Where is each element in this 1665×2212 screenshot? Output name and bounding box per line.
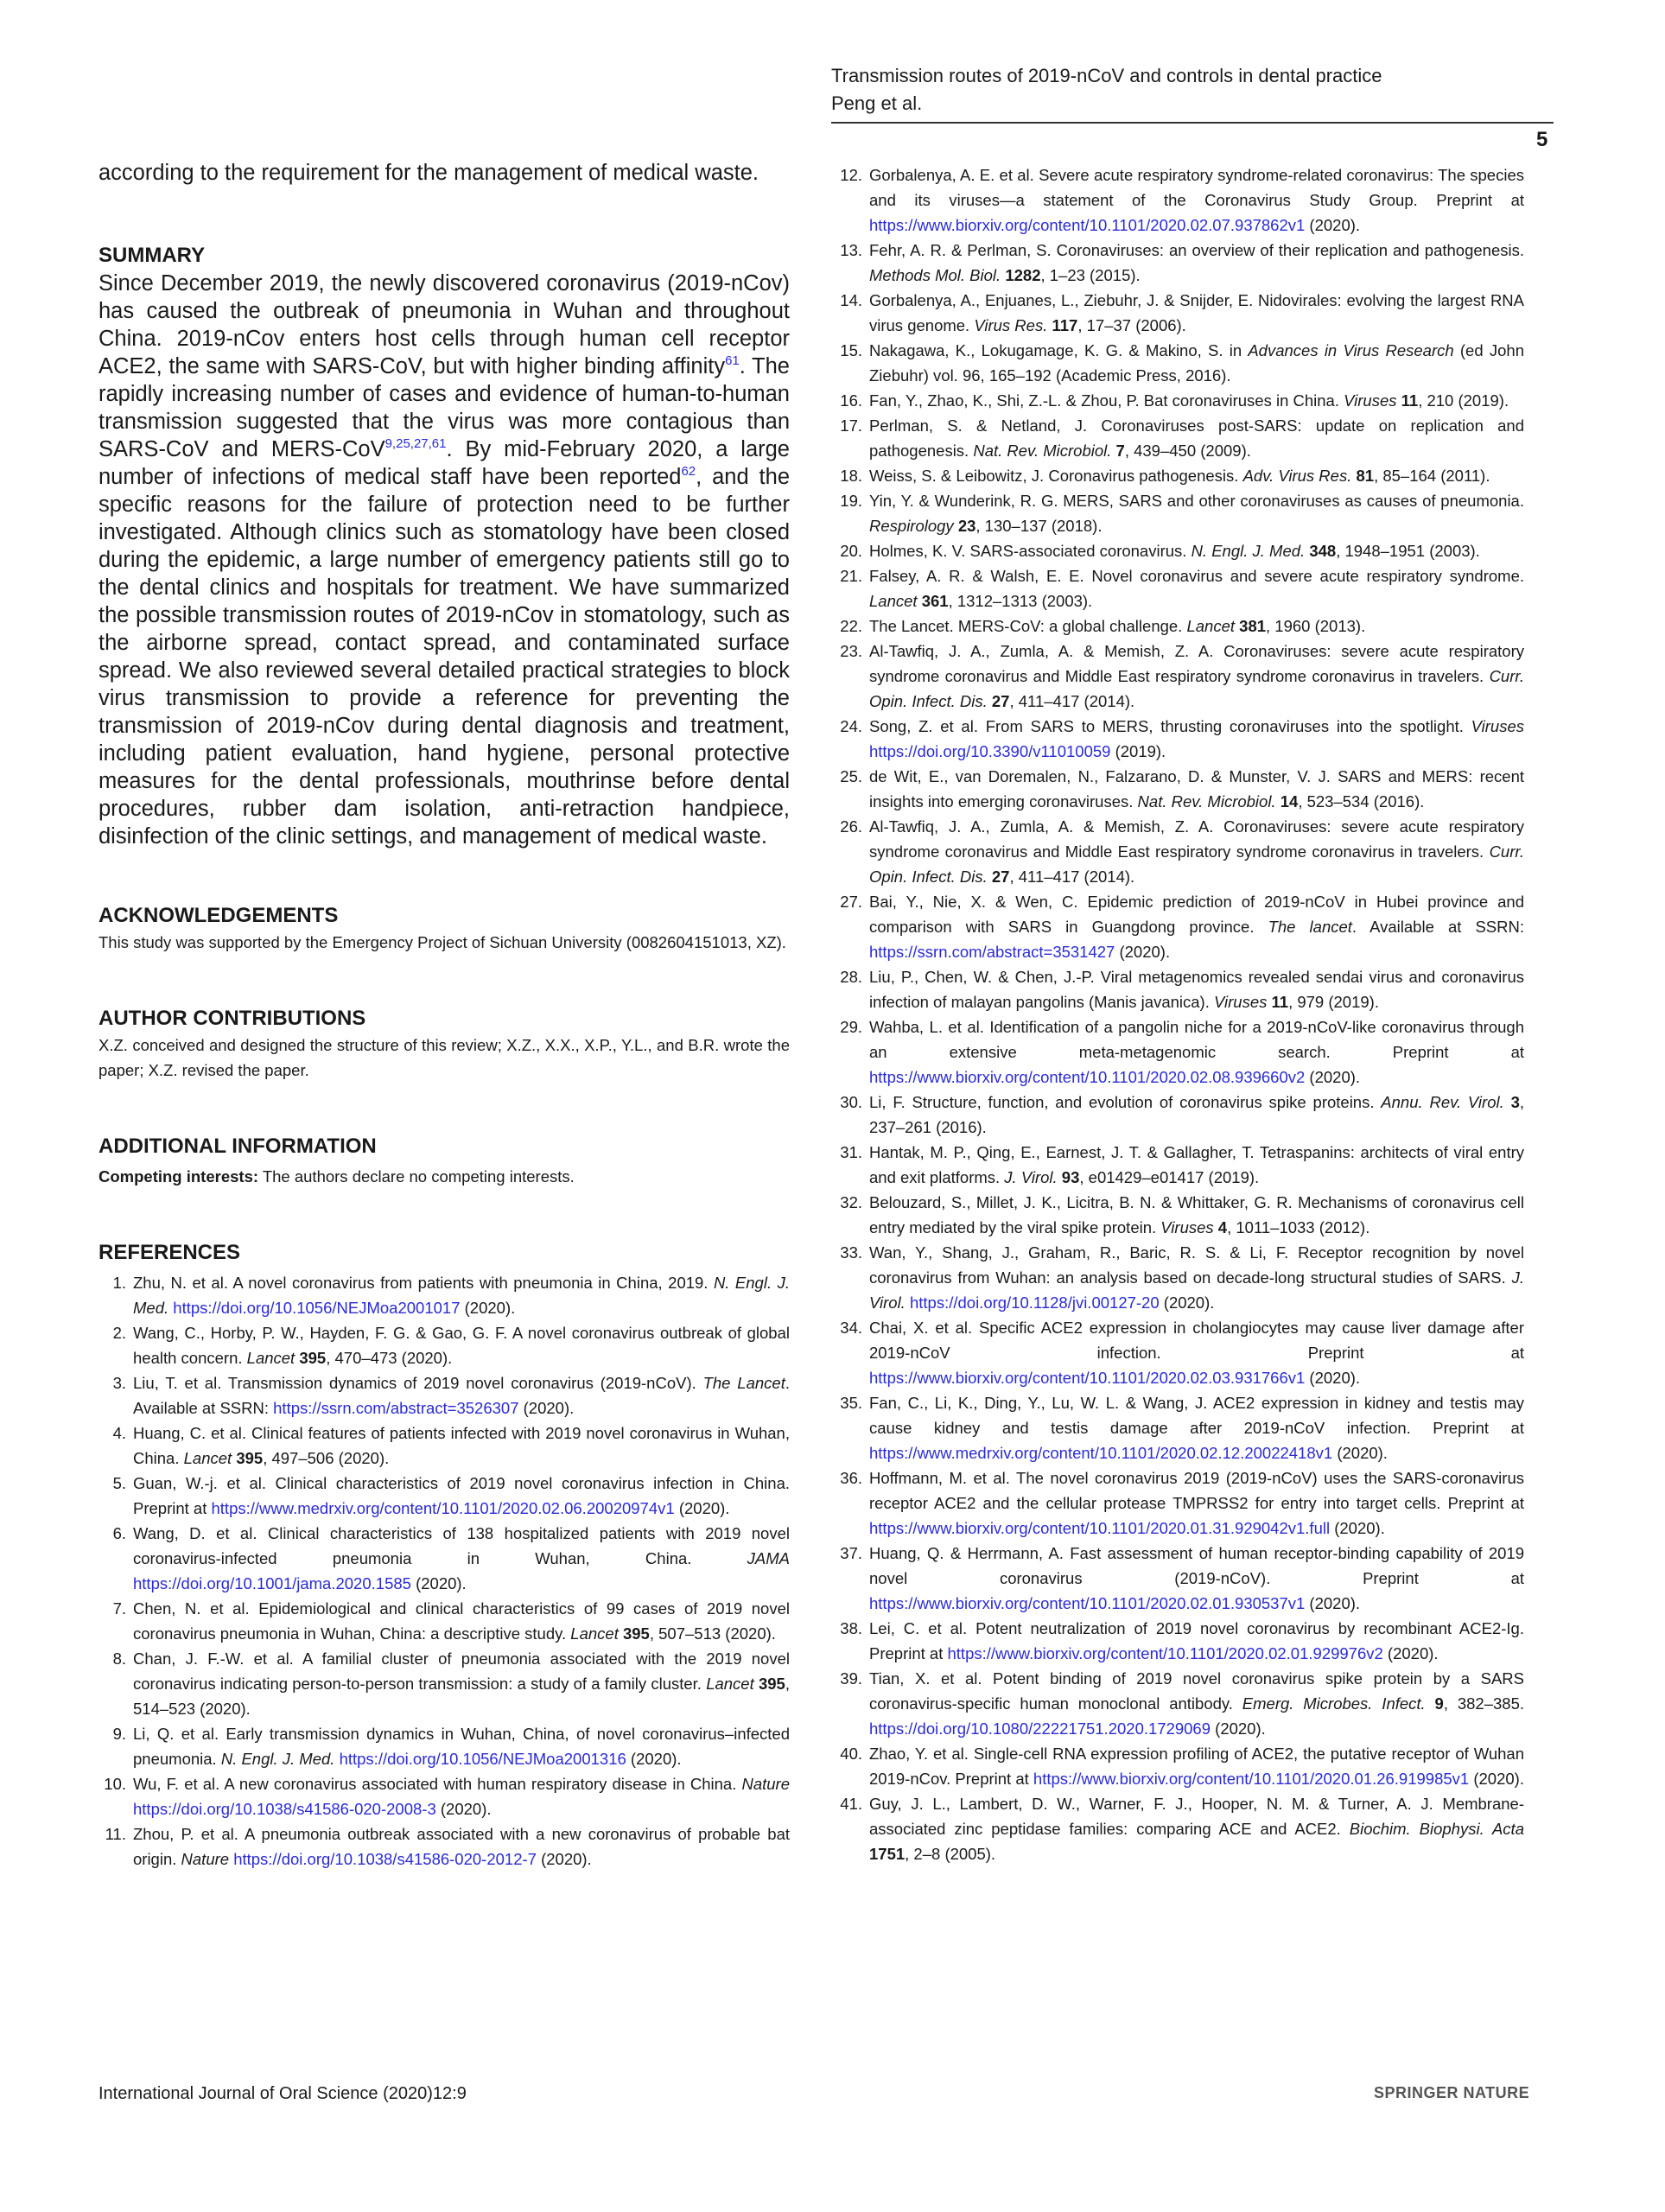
reference-journal: Lancet	[1186, 617, 1236, 635]
reference-pages: , 382–385.	[1443, 1694, 1524, 1713]
reference-authors-title: Yin, Y. & Wunderink, R. G. MERS, SARS and other coronaviruses as causes of pneumonia.	[869, 492, 1524, 510]
reference-item	[99, 1471, 790, 1521]
additional-information-heading: ADDITIONAL INFORMATION	[99, 1135, 377, 1158]
reference-journal: Lancet	[246, 1349, 296, 1367]
reference-item	[99, 1320, 790, 1370]
author-contributions-text: X.Z. conceived and designed the structure of this review; X.Z., X.X., X.P., Y.L., and B.R. wrote the paper; X.Z. revised the paper.	[99, 1036, 790, 1079]
reference-volume: 348	[1309, 542, 1337, 560]
reference-link[interactable]: https://www.biorxiv.org/content/10.1101/2020.01.26.919985v1	[1033, 1770, 1470, 1788]
reference-link[interactable]: https://ssrn.com/abstract=3526307	[273, 1399, 519, 1417]
reference-item	[835, 1315, 1524, 1390]
reference-authors-title: The Lancet. MERS-CoV: a global challenge.	[869, 617, 1187, 635]
reference-item	[835, 1791, 1524, 1866]
reference-number: 15.	[840, 341, 862, 359]
reference-link[interactable]: https://doi.org/10.1056/NEJMoa2001316	[339, 1750, 626, 1768]
reference-number: 32.	[840, 1193, 862, 1211]
reference-volume: 117	[1052, 316, 1078, 334]
author-contributions-section	[99, 1005, 790, 1083]
reference-number: 38.	[840, 1619, 862, 1637]
reference-item	[835, 1014, 1524, 1090]
reference-item	[835, 1190, 1524, 1240]
springer-nature-logo: SPRINGER NATURE	[1374, 2084, 1530, 2101]
reference-authors-title: Liu, T. et al. Transmission dynamics of 2019 novel coronavirus (2019-nCoV).	[133, 1374, 703, 1392]
reference-authors-title: Chen, N. et al. Epidemiological and clinical characteristics of 99 cases of 2019 novel coronavirus pneumonia in Wuhan, China: a descriptive study.	[133, 1599, 790, 1643]
reference-number: 10.	[104, 1775, 126, 1793]
reference-year: (2020).	[674, 1499, 730, 1517]
reference-authors-title: Wang, D. et al. Clinical characteristics of 138 hospitalized patients with 2019 novel coronavirus-infected pneumonia in Wuhan, China.	[133, 1524, 790, 1567]
reference-link[interactable]: https://www.biorxiv.org/content/10.1101/2020.02.07.937862v1	[869, 216, 1306, 234]
reference-authors-title: Huang, Q. & Herrmann, A. Fast assessment of human receptor-binding capability of 2019 novel coronavirus (2019-nCoV). Preprint at	[869, 1544, 1524, 1587]
reference-journal: The Lancet	[702, 1374, 785, 1392]
reference-number: 35.	[840, 1394, 862, 1412]
reference-item	[99, 1771, 790, 1821]
reference-volume: 27	[991, 868, 1010, 886]
reference-journal: Lancet	[183, 1449, 232, 1467]
reference-volume: 9	[1434, 1694, 1444, 1713]
reference-number: 33.	[840, 1243, 862, 1262]
reference-link[interactable]: https://www.medrxiv.org/content/10.1101/2020.02.12.20022418v1	[869, 1444, 1333, 1462]
reference-journal: Nature	[181, 1850, 230, 1868]
reference-list-right	[835, 162, 1524, 1866]
reference-number: 40.	[840, 1745, 862, 1763]
reference-text: . Available at SSRN:	[1351, 918, 1525, 936]
reference-number: 24.	[840, 717, 862, 735]
reference-item	[835, 1090, 1524, 1140]
reference-journal: Adv. Virus Res.	[1242, 467, 1352, 485]
summary-text: Since December 2019, the newly discovered coronavirus (2019-nCov) has caused the outbreak of pneumonia in Wuhan and throughout China. 2019-nCov enters host cells through human cell receptor ACE2, the same with SARS-CoV, but with higher binding affinity	[99, 271, 790, 378]
reference-journal: JAMA	[747, 1549, 790, 1567]
reference-authors-title: Wan, Y., Shang, J., Graham, R., Baric, R. S. & Li, F. Receptor recognition by novel coronavirus from Wuhan: an analysis based on decade-long structural studies of SARS.	[869, 1243, 1524, 1287]
reference-authors-title: Wahba, L. et al. Identification of a pangolin niche for a 2019-nCoV-like coronavirus through an extensive meta-metagenomic search. Preprint at	[869, 1018, 1524, 1061]
summary-paragraph	[99, 270, 790, 850]
reference-text: (ed John Ziebuhr) vol. 96, 165–192 (Academic Press, 2016).	[869, 341, 1524, 385]
reference-item	[835, 714, 1524, 764]
reference-year: (2020).	[518, 1399, 575, 1417]
reference-number: 20.	[840, 542, 862, 560]
reference-pages: , 1312–1313 (2003).	[948, 592, 1093, 610]
competing-interests-label: Competing interests:	[99, 1167, 259, 1185]
reference-pages: , 1948–1951 (2003).	[1336, 542, 1480, 560]
reference-item	[835, 1390, 1524, 1465]
reference-link[interactable]: https://www.biorxiv.org/content/10.1101/2020.02.01.930537v1	[869, 1594, 1306, 1612]
reference-authors-title: Liu, P., Chen, W. & Chen, J.-P. Viral metagenomics revealed sendai virus and coronavirus infection of malayan pangolins (Manis javanica).	[869, 968, 1524, 1011]
references-section	[99, 1239, 790, 1872]
reference-number: 1.	[112, 1274, 126, 1292]
reference-journal: Emerg. Microbes. Infect.	[1242, 1694, 1426, 1713]
continued-paragraph: according to the requirement for the management of medical waste.	[99, 161, 759, 185]
reference-number: 27.	[840, 893, 862, 911]
reference-number: 37.	[840, 1544, 862, 1562]
reference-journal: Viruses	[1160, 1218, 1214, 1236]
reference-volume: 1751	[869, 1845, 906, 1863]
reference-number: 8.	[112, 1649, 126, 1668]
reference-journal: N. Engl. J. Med.	[133, 1274, 790, 1317]
reference-authors-title: Al-Tawfiq, J. A., Zumla, A. & Memish, Z. A. Coronaviruses: severe acute respiratory syndrome coronavirus and Middle East respiratory syndrome coronavirus in travelers.	[869, 817, 1524, 861]
reference-volume: 27	[991, 692, 1010, 710]
reference-year: (2020).	[435, 1800, 492, 1818]
reference-journal: Methods Mol. Biol.	[869, 266, 1001, 284]
reference-pages: , 497–506 (2020).	[263, 1449, 390, 1467]
reference-item	[835, 889, 1524, 964]
reference-authors-title: de Wit, E., van Doremalen, N., Falzarano, D. & Munster, V. J. SARS and MERS: recent insights into emerging coronaviruses.	[869, 767, 1524, 810]
reference-year: (2020).	[1115, 943, 1171, 961]
right-column	[835, 162, 1524, 1866]
reference-authors-title: Wang, C., Horby, P. W., Hayden, F. G. & Gao, G. F. A novel coronavirus outbreak of global health concern.	[133, 1324, 790, 1367]
reference-journal: Viruses	[1471, 717, 1524, 735]
reference-authors-title: Hantak, M. P., Qing, E., Earnest, J. T. & Gallagher, T. Tetraspanins: architects of viral entry and exit platforms.	[869, 1143, 1524, 1186]
reference-item	[835, 1541, 1524, 1616]
reference-authors-title: Lei, C. et al. Potent neutralization of 2019 novel coronavirus by recombinant ACE2-Ig. Preprint at	[869, 1619, 1524, 1662]
reference-authors-title: Chan, J. F.-W. et al. A familial cluster of pneumonia associated with the 2019 novel coronavirus indicating person-to-person transmission: a study of a family cluster.	[133, 1649, 790, 1693]
reference-pages: , 17–37 (2006).	[1077, 316, 1186, 334]
reference-number: 31.	[840, 1143, 862, 1161]
reference-number: 22.	[840, 617, 862, 635]
reference-number: 39.	[840, 1669, 862, 1688]
reference-text: . Available at SSRN:	[133, 1374, 790, 1417]
reference-item	[99, 1270, 790, 1320]
reference-item	[835, 488, 1524, 538]
reference-link[interactable]: https://doi.org/10.1038/s41586-020-2012-7	[233, 1850, 537, 1868]
reference-year: (2020).	[460, 1299, 516, 1317]
reference-year: (2020).	[1305, 1369, 1361, 1387]
reference-journal: Curr. Opin. Infect. Dis.	[869, 842, 1524, 886]
reference-volume: 395	[299, 1349, 327, 1367]
reference-item	[99, 1721, 790, 1771]
reference-authors-title: Perlman, S. & Netland, J. Coronaviruses post-SARS: update on replication and pathogenesis.	[869, 416, 1524, 460]
reference-volume: 381	[1239, 617, 1267, 635]
reference-pages: , 237–261 (2016).	[869, 1093, 1524, 1136]
reference-pages: , 411–417 (2014).	[1009, 692, 1135, 710]
reference-journal: J. Virol.	[869, 1268, 1524, 1312]
reference-volume: 361	[921, 592, 949, 610]
reference-number: 4.	[112, 1424, 126, 1442]
reference-number: 17.	[840, 416, 862, 435]
summary-text: , and the specific reasons for the failure of protection need to be further investigated. Although clinics such as stomatology have been closed during the epidemic, a large number of emergency patients still go to the dental clinics and hospitals for treatment. We have summarized the possible transmission routes of 2019-nCov in stomatology, such as the airborne spread, contact spread, and contaminated surface spread. We also reviewed several detailed practical strategies to block virus transmission to provide a reference for preventing the transmission of 2019-nCov during dental diagnosis and treatment, including patient evaluation, hand hygiene, personal protective measures for the dental professionals, mouthrinse before dental procedures, rubber dam isolation, anti-retraction handpiece, disinfection of the clinic settings, and management of medical waste.	[99, 465, 791, 849]
reference-journal: J. Virol.	[1004, 1168, 1058, 1186]
reference-volume: 395	[758, 1675, 785, 1693]
reference-number: 29.	[840, 1018, 862, 1036]
acknowledgements-text: This study was supported by the Emergency Project of Sichuan University (0082604151013, XZ).	[99, 933, 786, 951]
running-authors: Peng et al.	[831, 92, 923, 114]
reference-item	[835, 1666, 1524, 1741]
reference-link[interactable]: https://www.medrxiv.org/content/10.1101/2020.02.06.20020974v1	[211, 1499, 675, 1517]
reference-year: (2020).	[1332, 1444, 1388, 1462]
summary-text: . By mid-February 2020, a large number of infections of medical staff have been reported	[99, 437, 790, 489]
reference-journal: Nature	[741, 1775, 790, 1793]
reference-number: 11.	[105, 1825, 126, 1843]
reference-pages: , 514–523 (2020).	[133, 1675, 790, 1718]
reference-volume: 93	[1061, 1168, 1080, 1186]
reference-number: 3.	[112, 1374, 126, 1392]
references-heading: REFERENCES	[99, 1241, 241, 1264]
reference-item	[835, 1465, 1524, 1541]
reference-number: 28.	[840, 968, 862, 986]
reference-year: (2020).	[1305, 1068, 1361, 1086]
reference-journal: Lancet	[570, 1624, 619, 1643]
reference-item	[835, 764, 1524, 814]
reference-year: (2020).	[1211, 1719, 1266, 1738]
reference-authors-title: Wu, F. et al. A new coronavirus associated with human respiratory disease in China.	[133, 1775, 742, 1793]
reference-number: 23.	[840, 642, 862, 660]
reference-journal: Lancet	[706, 1675, 754, 1693]
reference-year: (2020).	[1330, 1519, 1385, 1537]
reference-number: 6.	[112, 1524, 126, 1542]
summary-text: . The rapidly increasing number of cases and evidence of human-to-human transmission suggested that the virus was more contagious than SARS-CoV and MERS-CoV	[99, 354, 790, 461]
reference-year: (2020).	[1305, 1594, 1361, 1612]
reference-link[interactable]: https://doi.org/10.1128/jvi.00127-20	[909, 1294, 1160, 1312]
reference-journal: Biochim. Biophysi. Acta	[1349, 1820, 1524, 1838]
reference-item	[835, 613, 1524, 639]
reference-number: 16.	[840, 391, 862, 410]
reference-number: 25.	[840, 767, 862, 785]
reference-journal: Curr. Opin. Infect. Dis.	[869, 667, 1524, 710]
reference-year: (2020).	[1305, 216, 1361, 234]
reference-number: 5.	[112, 1474, 126, 1492]
reference-authors-title: Gorbalenya, A., Enjuanes, L., Ziebuhr, J. & Snijder, E. Nidovirales: evolving the largest RNA virus genome.	[869, 291, 1524, 334]
reference-journal: N. Engl. J. Med.	[1191, 542, 1306, 560]
reference-link[interactable]: https://www.biorxiv.org/content/10.1101/2020.02.01.929976v2	[947, 1644, 1383, 1662]
author-contributions-heading: AUTHOR CONTRIBUTIONS	[99, 1007, 366, 1030]
reference-pages: , 2–8 (2005).	[905, 1845, 996, 1863]
reference-year: (2020).	[1382, 1644, 1439, 1662]
reference-link[interactable]: https://doi.org/10.1080/22221751.2020.1729069	[869, 1719, 1211, 1738]
acknowledgements-section	[99, 902, 790, 955]
reference-link[interactable]: https://www.biorxiv.org/content/10.1101/2020.02.03.931766v1	[869, 1369, 1306, 1387]
reference-item	[835, 538, 1524, 563]
reference-volume: 81	[1356, 467, 1375, 485]
reference-journal: The lancet	[1268, 918, 1352, 936]
reference-number: 36.	[840, 1469, 862, 1487]
left-column	[99, 159, 790, 1872]
reference-number: 7.	[112, 1599, 126, 1618]
reference-item	[835, 288, 1524, 338]
reference-item	[835, 1741, 1524, 1791]
reference-journal: N. Engl. J. Med.	[220, 1750, 335, 1768]
reference-authors-title: Zhao, Y. et al. Single-cell RNA expression profiling of ACE2, the putative receptor of Wuhan 2019-nCov. Preprint at	[869, 1745, 1524, 1788]
reference-volume: 23	[957, 517, 976, 535]
reference-number: 18.	[840, 467, 862, 485]
reference-number: 26.	[840, 817, 862, 836]
reference-item	[99, 1370, 790, 1421]
reference-year: (2020).	[1159, 1294, 1215, 1312]
reference-number: 34.	[840, 1319, 862, 1337]
reference-number: 41.	[840, 1795, 862, 1813]
reference-authors-title: Gorbalenya, A. E. et al. Severe acute respiratory syndrome-related coronavirus: The species and its viruses—a statement of the Coronavirus Study Group. Preprint at	[869, 166, 1524, 209]
reference-item	[99, 1521, 790, 1596]
reference-journal: Nat. Rev. Microbiol.	[1137, 792, 1276, 810]
reference-item	[835, 1240, 1524, 1315]
reference-item	[835, 388, 1524, 413]
competing-interests	[99, 1164, 790, 1189]
reference-journal: Lancet	[869, 592, 918, 610]
reference-pages: , 1011–1033 (2012).	[1227, 1218, 1370, 1236]
reference-volume: 395	[622, 1624, 650, 1643]
reference-journal: Nat. Rev. Microbiol.	[973, 442, 1112, 460]
reference-pages: , 439–450 (2009).	[1124, 442, 1251, 460]
reference-number: 14.	[840, 291, 862, 309]
reference-volume: 11	[1271, 993, 1289, 1011]
reference-number: 21.	[840, 567, 862, 585]
reference-authors-title: Huang, C. et al. Clinical features of patients infected with 2019 novel coronavirus in Wuhan, China.	[133, 1424, 790, 1467]
reference-text	[1426, 1694, 1435, 1713]
reference-authors-title: Holmes, K. V. SARS-associated coronavirus.	[869, 542, 1192, 560]
reference-link[interactable]: https://doi.org/10.1038/s41586-020-2008-3	[133, 1800, 436, 1818]
reference-link[interactable]: https://www.biorxiv.org/content/10.1101/2020.01.31.929042v1.full	[869, 1519, 1331, 1537]
reference-journal: Annu. Rev. Virol.	[1381, 1093, 1504, 1111]
reference-volume: 3	[1510, 1093, 1520, 1111]
acknowledgements-heading: ACKNOWLEDGEMENTS	[99, 904, 339, 927]
reference-item	[835, 463, 1524, 488]
reference-item	[99, 1421, 790, 1471]
reference-pages: , 1–23 (2015).	[1040, 266, 1141, 284]
reference-year: (2019).	[1110, 742, 1166, 760]
reference-authors-title: Hoffmann, M. et al. The novel coronavirus 2019 (2019-nCoV) uses the SARS-coronavirus receptor ACE2 and the cellular protease TMPRSS2 for entry into target cells. Preprint at	[869, 1469, 1524, 1512]
reference-volume: 11	[1401, 391, 1419, 410]
reference-authors-title: Weiss, S. & Leibowitz, J. Coronavirus pathogenesis.	[869, 467, 1243, 485]
reference-number: 13.	[840, 241, 862, 259]
reference-authors-title: Belouzard, S., Millet, J. K., Licitra, B. N. & Whittaker, G. R. Mechanisms of coronavirus cell entry mediated by the viral spike protein.	[869, 1193, 1524, 1236]
reference-authors-title: Fan, C., Li, K., Ding, Y., Lu, W. L. & Wang, J. ACE2 expression in kidney and testis may cause kidney and testis damage after 2019-nCoV infection. Preprint at	[869, 1394, 1524, 1437]
reference-authors-title: Bai, Y., Nie, X. & Wen, C. Epidemic prediction of 2019-nCoV in Hubei province and comparison with SARS in Guangdong province.	[869, 893, 1524, 936]
reference-item	[835, 639, 1524, 714]
reference-item	[835, 964, 1524, 1014]
reference-pages: , 1960 (2013).	[1266, 617, 1366, 635]
additional-information-section	[99, 1133, 790, 1189]
reference-item	[99, 1596, 790, 1646]
reference-authors-title: Zhu, N. et al. A novel coronavirus from patients with pneumonia in China, 2019.	[133, 1274, 714, 1292]
reference-authors-title: Li, F. Structure, function, and evolution of coronavirus spike proteins.	[869, 1093, 1382, 1111]
reference-number: 9.	[112, 1725, 126, 1743]
reference-item	[835, 162, 1524, 238]
citation-link[interactable]: 9,25,27,61	[384, 436, 447, 451]
reference-link[interactable]: https://www.biorxiv.org/content/10.1101/2020.02.08.939660v2	[869, 1068, 1306, 1086]
summary-heading: SUMMARY	[99, 244, 206, 267]
reference-number: 2.	[112, 1324, 126, 1342]
citation-link[interactable]: 61	[725, 353, 740, 368]
reference-authors-title: Falsey, A. R. & Walsh, E. E. Novel coronavirus and severe acute respiratory syndrome.	[869, 567, 1524, 585]
reference-authors-title: Al-Tawfiq, J. A., Zumla, A. & Memish, Z. A. Coronaviruses: severe acute respiratory syndrome coronavirus and Middle East respiratory syndrome coronavirus in travelers.	[869, 642, 1524, 685]
reference-item	[835, 413, 1524, 463]
reference-link[interactable]: https://ssrn.com/abstract=3531427	[869, 943, 1115, 961]
reference-number: 12.	[840, 166, 862, 184]
reference-journal: Advances in Virus Research	[1248, 341, 1454, 359]
running-title: Transmission routes of 2019-nCoV and controls in dental practice	[831, 65, 1382, 86]
reference-volume: 7	[1115, 442, 1125, 460]
reference-year: (2020).	[626, 1750, 682, 1768]
reference-pages: , 411–417 (2014).	[1009, 868, 1135, 886]
reference-pages: , 470–473 (2020).	[326, 1349, 453, 1367]
reference-item	[835, 1140, 1524, 1190]
reference-pages: , 507–513 (2020).	[649, 1624, 776, 1643]
competing-interests-text: The authors declare no competing interests.	[258, 1167, 575, 1185]
reference-link[interactable]: https://doi.org/10.1056/NEJMoa2001017	[173, 1299, 461, 1317]
reference-year: (2020).	[1469, 1770, 1524, 1788]
reference-volume: 1282	[1005, 266, 1041, 284]
reference-pages: , 130–137 (2018).	[975, 517, 1103, 535]
reference-item	[99, 1646, 790, 1721]
reference-item	[835, 563, 1524, 613]
reference-authors-title: Nakagawa, K., Lokugamage, K. G. & Makino, S. in	[869, 341, 1249, 359]
reference-link[interactable]: https://doi.org/10.1001/jama.2020.1585	[133, 1574, 411, 1592]
page-number: 5	[1536, 128, 1548, 151]
reference-year: (2020).	[536, 1850, 592, 1868]
reference-authors-title: Song, Z. et al. From SARS to MERS, thrusting coronaviruses into the spotlight.	[869, 717, 1471, 735]
reference-authors-title: Guy, J. L., Lambert, D. W., Warner, F. J., Hooper, N. M. & Turner, A. J. Membrane-associated zinc peptidase families: comparing ACE and ACE2.	[869, 1795, 1524, 1838]
citation-link[interactable]: 62	[681, 464, 696, 479]
reference-item	[99, 1821, 790, 1872]
reference-journal: Viruses	[1344, 391, 1397, 410]
reference-authors-title: Tian, X. et al. Potent binding of 2019 novel coronavirus spike protein by a SARS coronavirus-specific human monoclonal antibody.	[869, 1669, 1524, 1713]
reference-volume: 4	[1217, 1218, 1228, 1236]
reference-item	[835, 1616, 1524, 1666]
summary-section	[99, 242, 790, 850]
reference-year: (2020).	[410, 1574, 467, 1592]
reference-journal: Virus Res.	[974, 316, 1048, 334]
reference-journal: Respirology	[869, 517, 954, 535]
reference-authors-title: Fan, Y., Zhao, K., Shi, Z.-L. & Zhou, P. Bat coronaviruses in China.	[869, 391, 1344, 410]
reference-pages: , e01429–e01417 (2019).	[1079, 1168, 1260, 1186]
reference-pages: , 979 (2019).	[1288, 993, 1379, 1011]
footer-journal-citation: International Journal of Oral Science (2020)12:9	[99, 2084, 467, 2103]
reference-authors-title: Zhou, P. et al. A pneumonia outbreak associated with a new coronavirus of probable bat origin.	[133, 1825, 790, 1868]
header-rule	[831, 122, 1554, 124]
reference-number: 19.	[840, 492, 862, 510]
reference-volume: 395	[236, 1449, 264, 1467]
running-head	[831, 62, 1522, 118]
reference-journal: Viruses	[1214, 993, 1268, 1011]
reference-authors-title: Li, Q. et al. Early transmission dynamics in Wuhan, China, of novel coronavirus–infected pneumonia.	[133, 1725, 790, 1768]
reference-authors-title: Guan, W.-j. et al. Clinical characteristics of 2019 novel coronavirus infection in China. Preprint at	[133, 1474, 790, 1517]
reference-link[interactable]: https://doi.org/10.3390/v11010059	[869, 742, 1111, 760]
reference-pages: , 523–534 (2016).	[1298, 792, 1425, 810]
reference-text	[1504, 1093, 1511, 1111]
reference-item	[835, 814, 1524, 889]
reference-item	[835, 238, 1524, 288]
reference-volume: 14	[1280, 792, 1299, 810]
reference-pages: , 210 (2019).	[1418, 391, 1509, 410]
reference-number: 30.	[840, 1093, 862, 1111]
reference-authors-title: Chai, X. et al. Specific ACE2 expression in cholangiocytes may cause liver damage after 2019-nCoV infection. Preprint at	[869, 1319, 1524, 1362]
reference-authors-title: Fehr, A. R. & Perlman, S. Coronaviruses: an overview of their replication and pathogenesis.	[869, 241, 1524, 259]
reference-list-left	[99, 1270, 790, 1872]
reference-pages: , 85–164 (2011).	[1374, 467, 1490, 485]
reference-item	[835, 338, 1524, 388]
